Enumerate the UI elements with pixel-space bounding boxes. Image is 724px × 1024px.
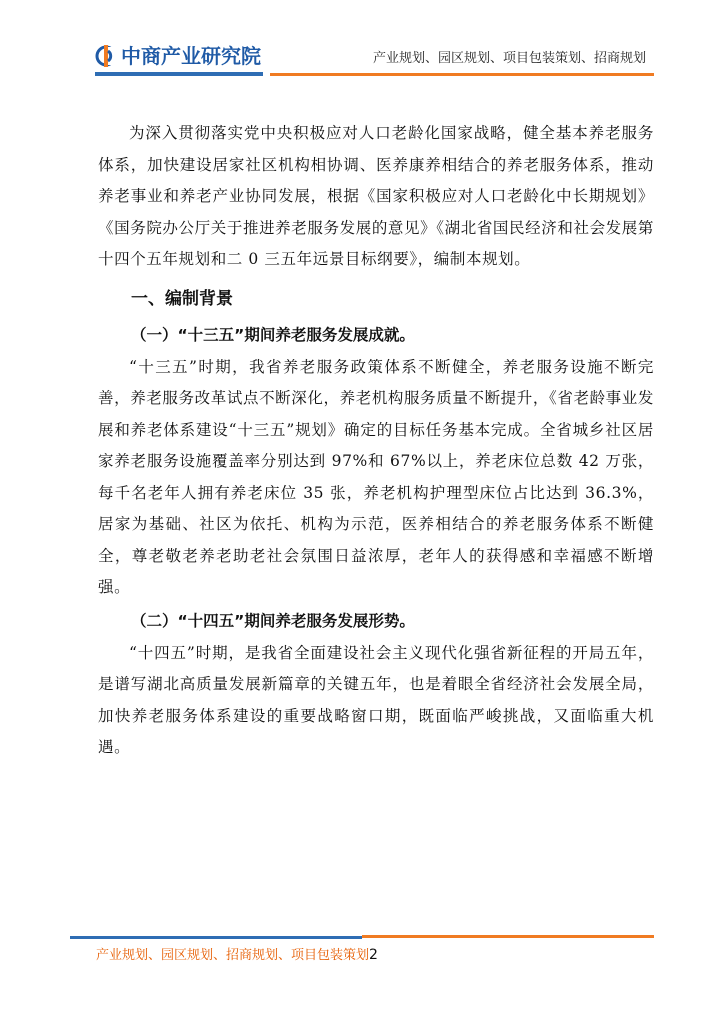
logo-text: 中商产业研究院 [121, 44, 261, 68]
page-header [0, 0, 724, 82]
subsection-heading-2: （二）“十四五”期间养老服务发展形势。 [131, 611, 415, 630]
page-number: 2 [369, 947, 378, 963]
page-footer [96, 944, 378, 963]
subsection-paragraph-1: “十三五”时期，我省养老服务政策体系不断健全，养老服务设施不断完善，养老服务改革试点不断深化，养老机构服务质量不断提升，《省老龄事业发展和养老体系建设“十三五”规划》确定的目标任务基本完成。全省城乡社区居家养老服务设施覆盖率分别达到 97%和 67%以上，养老床位总数 42 万张，每千名老年人拥有养老床位 35 张，养老机构护理型床位占比达到 36.3%，居家为基础、社区为依托、机构为示范，医养相结合的养老服务体系不断健全，尊老敬老养老助老社会氛围日益浓厚，老年人的获得感和幸福感不断增强。 [98, 357, 654, 596]
logo-mark-icon [95, 45, 117, 67]
document-body [98, 118, 654, 764]
footer-divider-blue [70, 936, 362, 939]
section-heading: 一、编制背景 [131, 288, 233, 309]
footer-tagline: 产业规划、园区规划、招商规划、项目包装策划 [96, 948, 370, 963]
header-divider-blue [95, 72, 263, 76]
footer-divider-orange [362, 935, 654, 938]
header-tagline: 产业规划、园区规划、项目包装策划、招商规划 [372, 51, 646, 66]
subsection-heading-1: （一）“十三五”期间养老服务发展成就。 [131, 325, 415, 344]
intro-paragraph: 为深入贯彻落实党中央积极应对人口老龄化国家战略，健全基本养老服务体系，加快建设居家社区机构相协调、医养康养相结合的养老服务体系，推动养老事业和养老产业协同发展，根据《国家积极应对人口老龄化中长期规划》《国务院办公厅关于推进养老服务发展的意见》《湖北省国民经济和社会发展第十四个五年规划和二 0 三五年远景目标纲要》，编制本规划。 [98, 124, 654, 268]
subsection-paragraph-2: “十四五”时期，是我省全面建设社会主义现代化强省新征程的开局五年，是谱写湖北高质量发展新篇章的关键五年，也是着眼全省经济社会发展全局，加快养老服务体系建设的重要战略窗口期，既面临严峻挑战，又面临重大机遇。 [98, 643, 654, 756]
header-divider-orange [270, 73, 654, 76]
company-logo [95, 43, 261, 69]
